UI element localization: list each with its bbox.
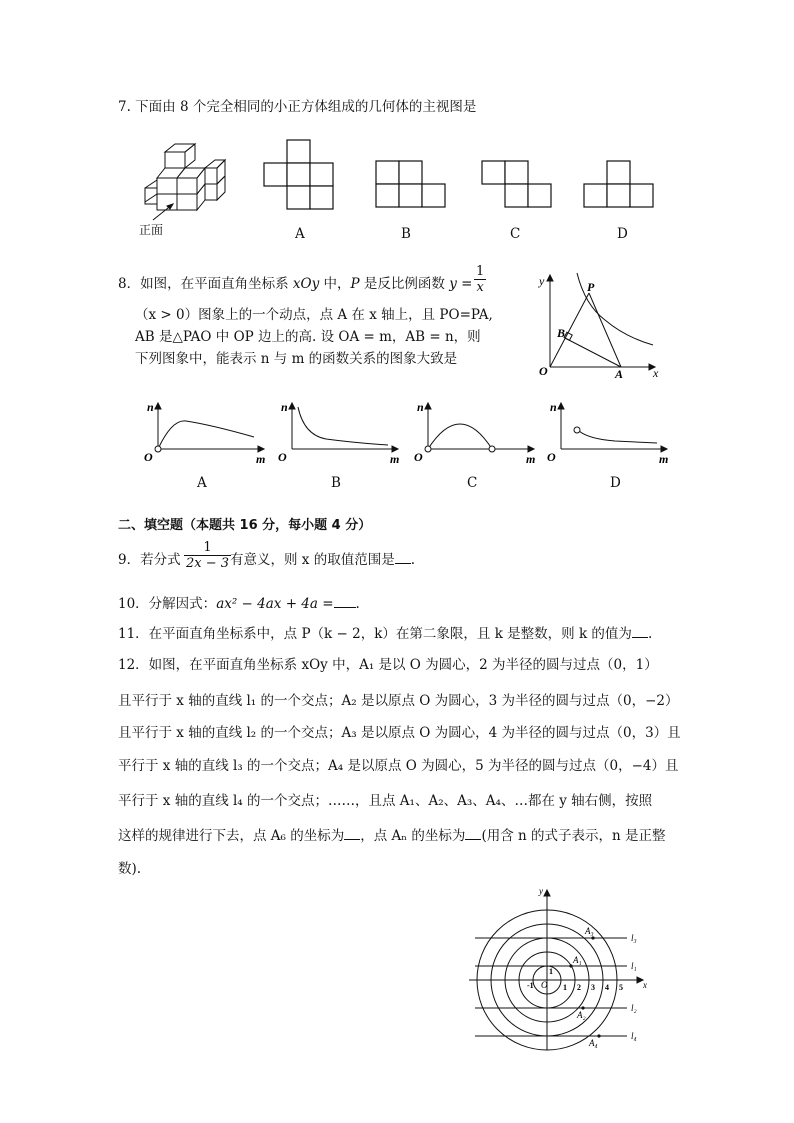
svg-text:1: 1 <box>563 983 567 992</box>
q8-fig-p: P <box>587 280 595 294</box>
section-heading: 二、填空题（本题共 16 分，每小题 4 分） <box>118 518 372 533</box>
q8-fig-y: y <box>539 274 545 288</box>
q8-fig-b: B <box>557 326 566 340</box>
q8-option-a-label: A <box>197 475 207 491</box>
q7-option-d-figure <box>583 160 655 210</box>
svg-text:A₃: A₃ <box>585 926 594 936</box>
q7-option-d-label: D <box>617 226 628 242</box>
q10-line: 10．分解因式：ax² − 4ax + 4a = . <box>118 596 360 612</box>
svg-text:3: 3 <box>591 983 595 992</box>
svg-text:l₄: l₄ <box>631 1031 637 1041</box>
svg-text:m: m <box>256 452 266 466</box>
svg-text:2: 2 <box>577 983 581 992</box>
q7-option-a-label: A <box>295 226 305 242</box>
q12-line1: 12．如图，在平面直角坐标系 xOy 中，A₁ 是以 O 为圆心，2 为半径的圆与过点（0，1） <box>118 657 658 673</box>
svg-text:y: y <box>539 886 543 896</box>
svg-text:n: n <box>147 400 154 414</box>
svg-text:O: O <box>414 450 423 464</box>
q8-graph-a <box>142 397 272 467</box>
q12-line5: 平行于 x 轴的直线 l₄ 的一个交点；……，且点 A₁、A₂、A₃、A₄、…都在 y 轴右侧，按照 <box>118 793 653 809</box>
q12-line6: 这样的规律进行下去，点 A₆ 的坐标为 ，点 Aₙ 的坐标为 (用含 n 的式子表示，n 是正整 <box>118 828 666 844</box>
svg-text:l₁: l₁ <box>631 961 637 971</box>
q8-figure <box>535 265 665 380</box>
svg-text:-1: -1 <box>527 981 534 990</box>
svg-text:x: x <box>643 980 647 990</box>
q7-stem: 7. 下面由 8 个完全相同的小正方体组成的几何体的主视图是 <box>118 99 477 115</box>
svg-text:5: 5 <box>619 983 623 992</box>
q9-answer-blank[interactable] <box>395 551 411 564</box>
svg-text:O: O <box>278 450 287 464</box>
q7-option-b-figure <box>375 160 447 210</box>
svg-text:n: n <box>281 400 288 414</box>
svg-text:l₃: l₃ <box>631 933 637 943</box>
q8-graph-b <box>276 397 406 467</box>
svg-text:O: O <box>547 450 556 464</box>
q7-option-c-label: C <box>510 226 521 242</box>
q8-line2: （x > 0）图象上的一个动点，点 A 在 x 轴上，且 PO=PA, <box>135 307 493 323</box>
q12-line3: 且平行于 x 轴的直线 l₂ 的一个交点；A₃ 是以原点 O 为圆心，4 为半径的圆与过点（0，3）且 <box>118 725 681 741</box>
q12-line2: 且平行于 x 轴的直线 l₁ 的一个交点；A₂ 是以原点 O 为圆心，3 为半径的圆与过点（0，−2） <box>118 693 679 709</box>
q8-fig-o: O <box>539 364 548 378</box>
q7-option-c-figure <box>481 160 553 210</box>
q8-line3: AB 是△PAO 中 OP 边上的高. 设 OA = m，AB = n，则 <box>135 329 481 345</box>
q9-fraction: $\frac{1}{2x - 3}$ <box>186 540 230 571</box>
q10-answer-blank[interactable] <box>334 595 356 608</box>
svg-text:l₂: l₂ <box>631 1003 637 1013</box>
q8-fig-a: A <box>615 367 624 380</box>
q12-line7: 数). <box>118 861 142 877</box>
q8-graph-c <box>412 397 542 467</box>
q8-fig-x: x <box>653 366 659 380</box>
svg-text:A₄: A₄ <box>589 1038 598 1048</box>
q8-option-c-label: C <box>467 475 478 491</box>
q9-pre: 9．若分式 <box>118 552 181 568</box>
svg-text:n: n <box>550 400 557 414</box>
svg-text:4: 4 <box>605 983 609 992</box>
q12-figure <box>465 884 655 1054</box>
q11-line: 11．在平面直角坐标系中，点 P（k − 2，k）在第二象限，且 k 是整数，则 k 的值为 . <box>118 626 653 642</box>
q11-answer-blank[interactable] <box>632 625 648 638</box>
svg-text:m: m <box>526 452 536 466</box>
svg-text:n: n <box>417 400 424 414</box>
svg-text:O: O <box>144 450 153 464</box>
svg-text:m: m <box>659 452 669 466</box>
q8-graph-d <box>545 397 675 467</box>
q9-post: 有意义，则 x 的取值范围是 . <box>230 552 415 568</box>
q12-answer-blank-1[interactable] <box>344 827 360 840</box>
q12-line4: 平行于 x 轴的直线 l₃ 的一个交点；A₄ 是以原点 O 为圆心，5 为半径的圆与过点（0，−4）且 <box>118 758 679 774</box>
svg-text:A₂: A₂ <box>577 1010 586 1020</box>
q12-answer-blank-2[interactable] <box>465 827 481 840</box>
q7-option-a-figure <box>263 138 335 210</box>
svg-text:m: m <box>390 452 400 466</box>
q8-option-d-label: D <box>610 475 621 491</box>
q8-line1: 8．如图，在平面直角坐标系 xOy 中，P 是反比例函数 y = <box>118 276 473 292</box>
q8-option-b-label: B <box>331 475 341 491</box>
q8-line4: 下列图象中，能表示 n 与 m 的函数关系的图象大致是 <box>135 351 458 367</box>
front-label: 正面 <box>139 223 164 237</box>
svg-text:O: O <box>541 980 548 990</box>
q8-func-fraction: $\frac{1}{x}$ <box>476 264 485 295</box>
svg-text:1: 1 <box>549 967 553 976</box>
q7-option-b-label: B <box>401 226 411 242</box>
svg-text:A₁: A₁ <box>573 955 582 965</box>
